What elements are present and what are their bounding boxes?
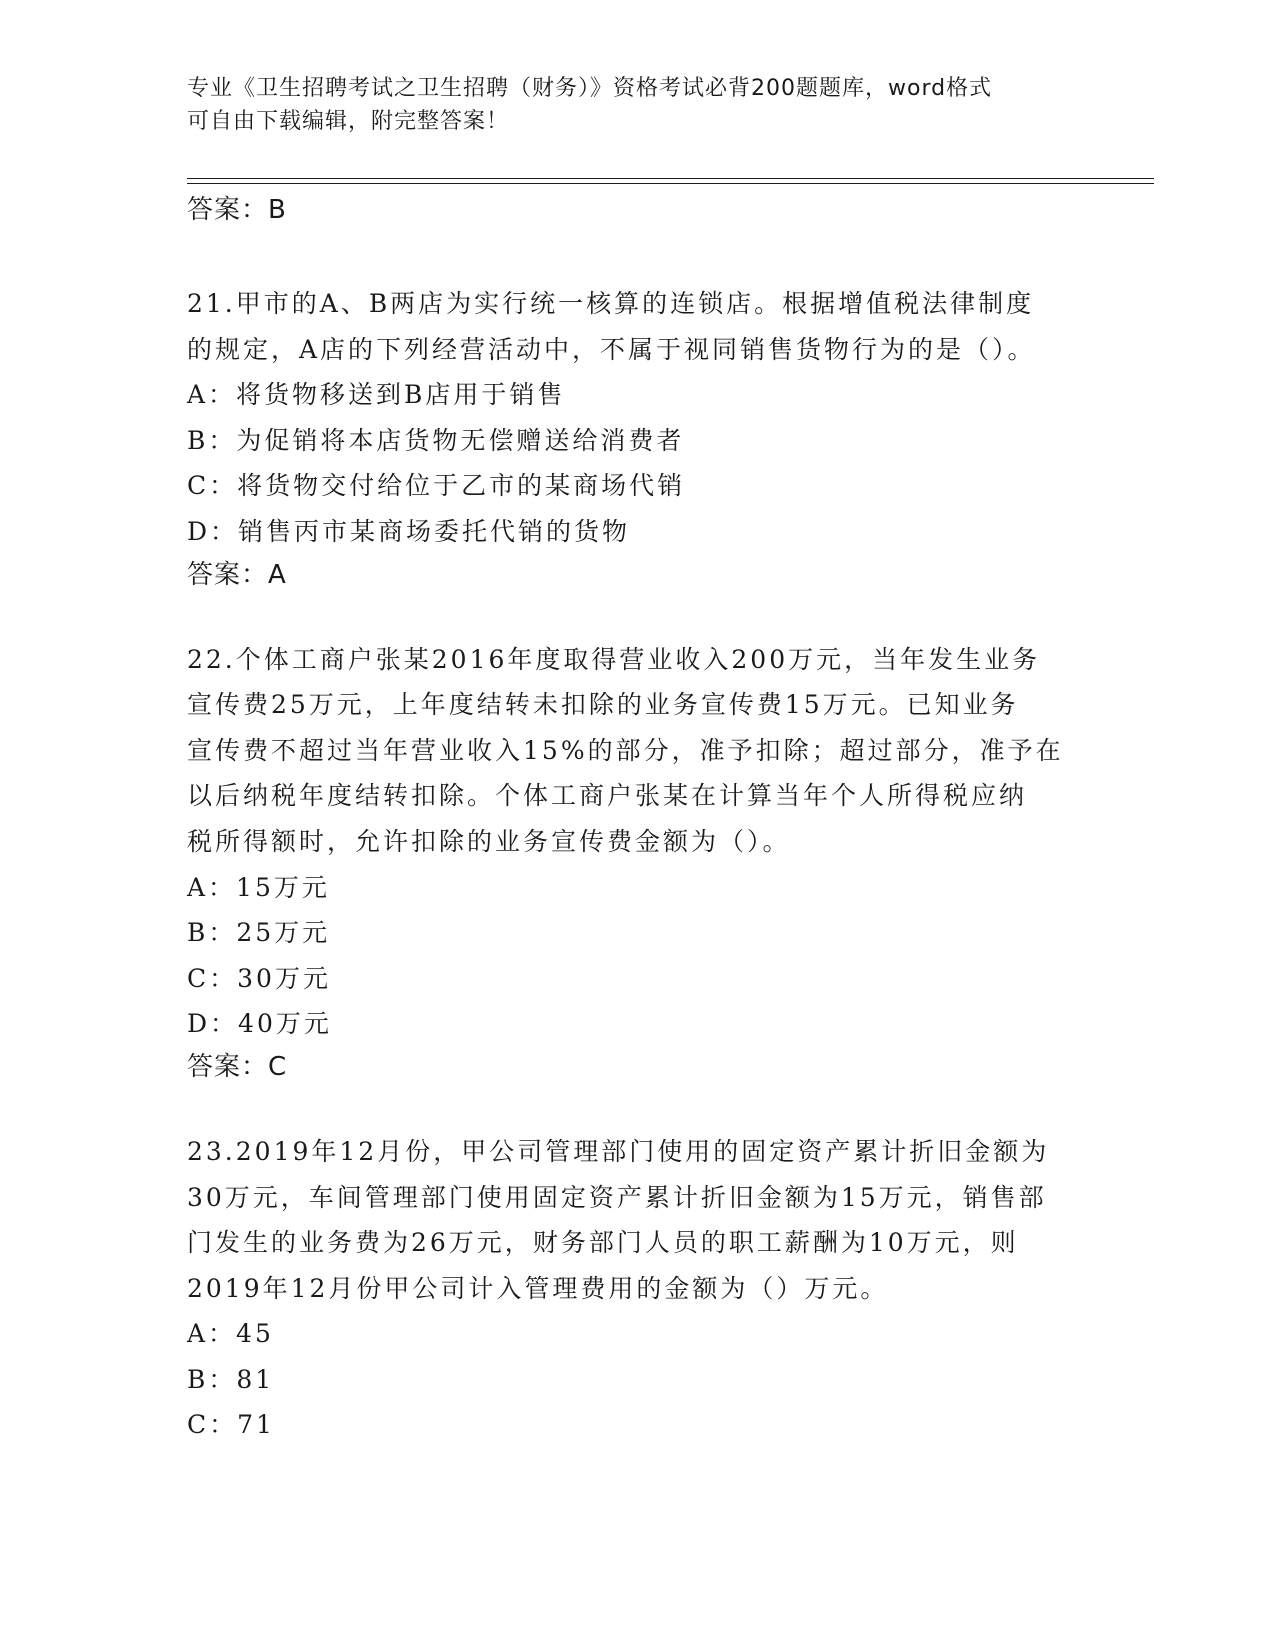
header-title-line-1: 专业《卫生招聘考试之卫生招聘（财务）》资格考试必背200题题库，word格式 — [187, 76, 993, 101]
question-21 — [187, 281, 1087, 595]
answer: 答案：C — [187, 1051, 288, 1082]
answer: 答案：A — [187, 559, 287, 590]
option-a: A：15万元 — [187, 872, 330, 902]
previous-answer: 答案：B — [187, 195, 287, 225]
stem-line: 30万元，车间管理部门使用固定资产累计折旧金额为15万元，销售部 — [187, 1182, 1047, 1212]
option-d: D：40万元 — [187, 1009, 332, 1039]
stem-line: 门发生的业务费为26万元，财务部门人员的职工薪酬为10万元，则 — [187, 1228, 1019, 1258]
option-b: B：为促销将本店货物无偿赠送给消费者 — [187, 425, 685, 455]
option-c: C：30万元 — [187, 963, 331, 993]
question-22 — [187, 637, 1087, 1087]
option-c: C：71 — [187, 1410, 275, 1440]
stem-line: 22.个体工商户张某2016年度取得营业收入200万元，当年发生业务 — [187, 644, 1041, 674]
stem-line: 23.2019年12月份，甲公司管理部门使用的固定资产累计折旧金额为 — [187, 1136, 1050, 1166]
stem-line: 宣传费不超过当年营业收入15%的部分，准予扣除；超过部分，准予在 — [187, 735, 1064, 765]
question-stem — [187, 281, 1087, 372]
option-a: A：45 — [187, 1319, 274, 1349]
stem-line: 2019年12月份甲公司计入管理费用的金额为（）万元。 — [187, 1273, 889, 1303]
question-stem — [187, 637, 1087, 865]
option-b: B：81 — [187, 1364, 275, 1394]
header-title-line-2: 可自由下载编辑，附完整答案！ — [187, 109, 510, 134]
question-list — [187, 190, 1087, 1448]
option-c: C：将货物交付给位于乙市的某商场代销 — [187, 471, 686, 501]
stem-line: 宣传费25万元，上年度结转未扣除的业务宣传费15万元。已知业务 — [187, 690, 1019, 720]
stem-line: 以后纳税年度结转扣除。个体工商户张某在计算当年个人所得税应纳 — [187, 781, 1028, 811]
stem-line: 21.甲市的A、B两店为实行统一核算的连锁店。根据增值税法律制度 — [187, 289, 1035, 318]
option-a: A：将货物移送到B店用于销售 — [187, 380, 566, 410]
header-divider — [187, 178, 1154, 184]
stem-line: 税所得额时，允许扣除的业务宣传费金额为（）。 — [187, 826, 791, 856]
question-stem — [187, 1129, 1087, 1311]
question-23 — [187, 1129, 1087, 1448]
option-d: D：销售丙市某商场委托代销的货物 — [187, 516, 631, 546]
document-header — [187, 72, 1067, 138]
option-b: B：25万元 — [187, 918, 331, 948]
stem-line: 的规定，A店的下列经营活动中，不属于视同销售货物行为的是（）。 — [187, 334, 1036, 364]
